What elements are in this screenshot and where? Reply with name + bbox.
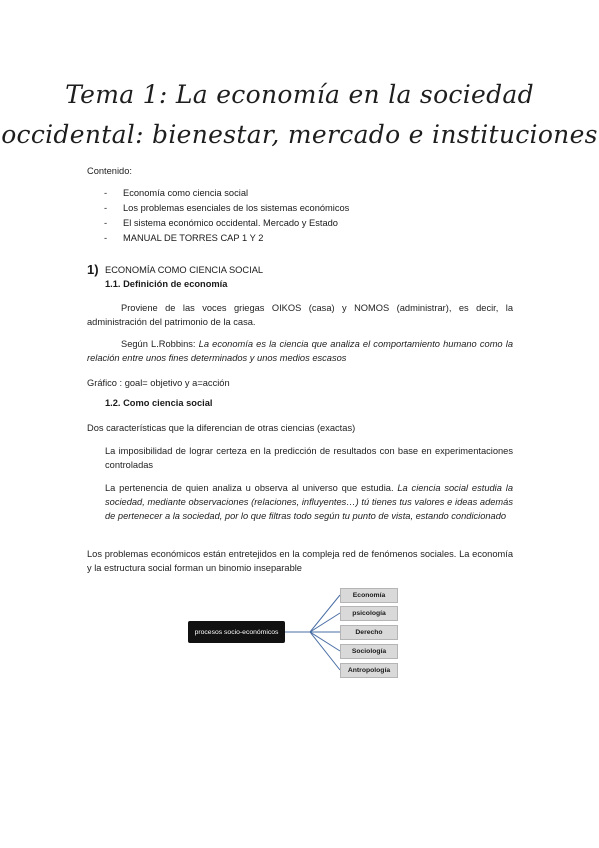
robbins-lead: Según L.Robbins:	[121, 339, 199, 349]
diagram-branch-node: Derecho	[340, 625, 398, 640]
bullet-dash: -	[104, 188, 108, 198]
subsection-heading: 1.2. Como ciencia social	[105, 398, 213, 408]
robbins-quote: La economía es la ciencia que analiza el comportamiento humano como la relación entre unos fines determinados y unos medios escasos	[87, 339, 513, 363]
contenido-label: Contenido:	[87, 166, 132, 176]
caracteristica-1: La imposibilidad de lograr certeza en la predicción de resultados con base en experimentaciones controladas	[105, 446, 513, 470]
title-line-1: Tema 1: La economía en la sociedad	[65, 80, 534, 109]
c2-lead: La pertenencia de quien analiza u observa al universo que estudia.	[105, 483, 398, 493]
bullet-dash: -	[104, 218, 108, 228]
bullet-dash: -	[104, 203, 108, 213]
dos-caracteristicas: Dos características que la diferencian de otras ciencias (exactas)	[87, 423, 356, 433]
bullet-dash: -	[104, 233, 108, 243]
diagram-branch-node: psicología	[340, 606, 398, 621]
c2-italic: La ciencia social estudia la sociedad, mediante observaciones (relaciones, influyentes…) tú tienes tus valores e ideas además de pertenecer a la sociedad, por lo que filtras todo según tu punto de vista, estando condicionado	[105, 483, 513, 521]
subsection-heading: 1.1. Definición de economía	[105, 279, 228, 289]
connector-line	[285, 632, 340, 670]
diagram-branch-node: Sociología	[340, 644, 398, 659]
grafico-line: Gráfico : goal= objetivo y a=acción	[87, 378, 230, 388]
diagram-branch-node: Antropología	[340, 663, 398, 678]
section-number: 1)	[87, 262, 99, 277]
contenido-item: Economía como ciencia social	[123, 188, 249, 198]
diagram-branch-node: Economía	[340, 588, 398, 603]
closing-paragraph: Los problemas económicos están entretejidos en la compleja red de fenómenos sociales. La economía y la estructura social forman un binomio inseparable	[87, 549, 513, 573]
contenido-item: Los problemas esenciales de los sistemas económicos	[123, 203, 350, 213]
section-heading: ECONOMÍA COMO CIENCIA SOCIAL	[105, 265, 264, 275]
title-line-2: occidental: bienestar, mercado e instituciones	[1, 120, 598, 149]
paragraph-definicion: Proviene de las voces griegas OIKOS (casa) y NOMOS (administrar), es decir, la administración del patrimonio de la casa.	[87, 303, 513, 327]
contenido-item: MANUAL DE TORRES CAP 1 Y 2	[123, 233, 264, 243]
diagram-main-node: procesos socio-económicos	[188, 621, 285, 643]
contenido-item: El sistema económico occidental. Mercado y Estado	[123, 218, 338, 228]
connector-line	[285, 595, 340, 632]
